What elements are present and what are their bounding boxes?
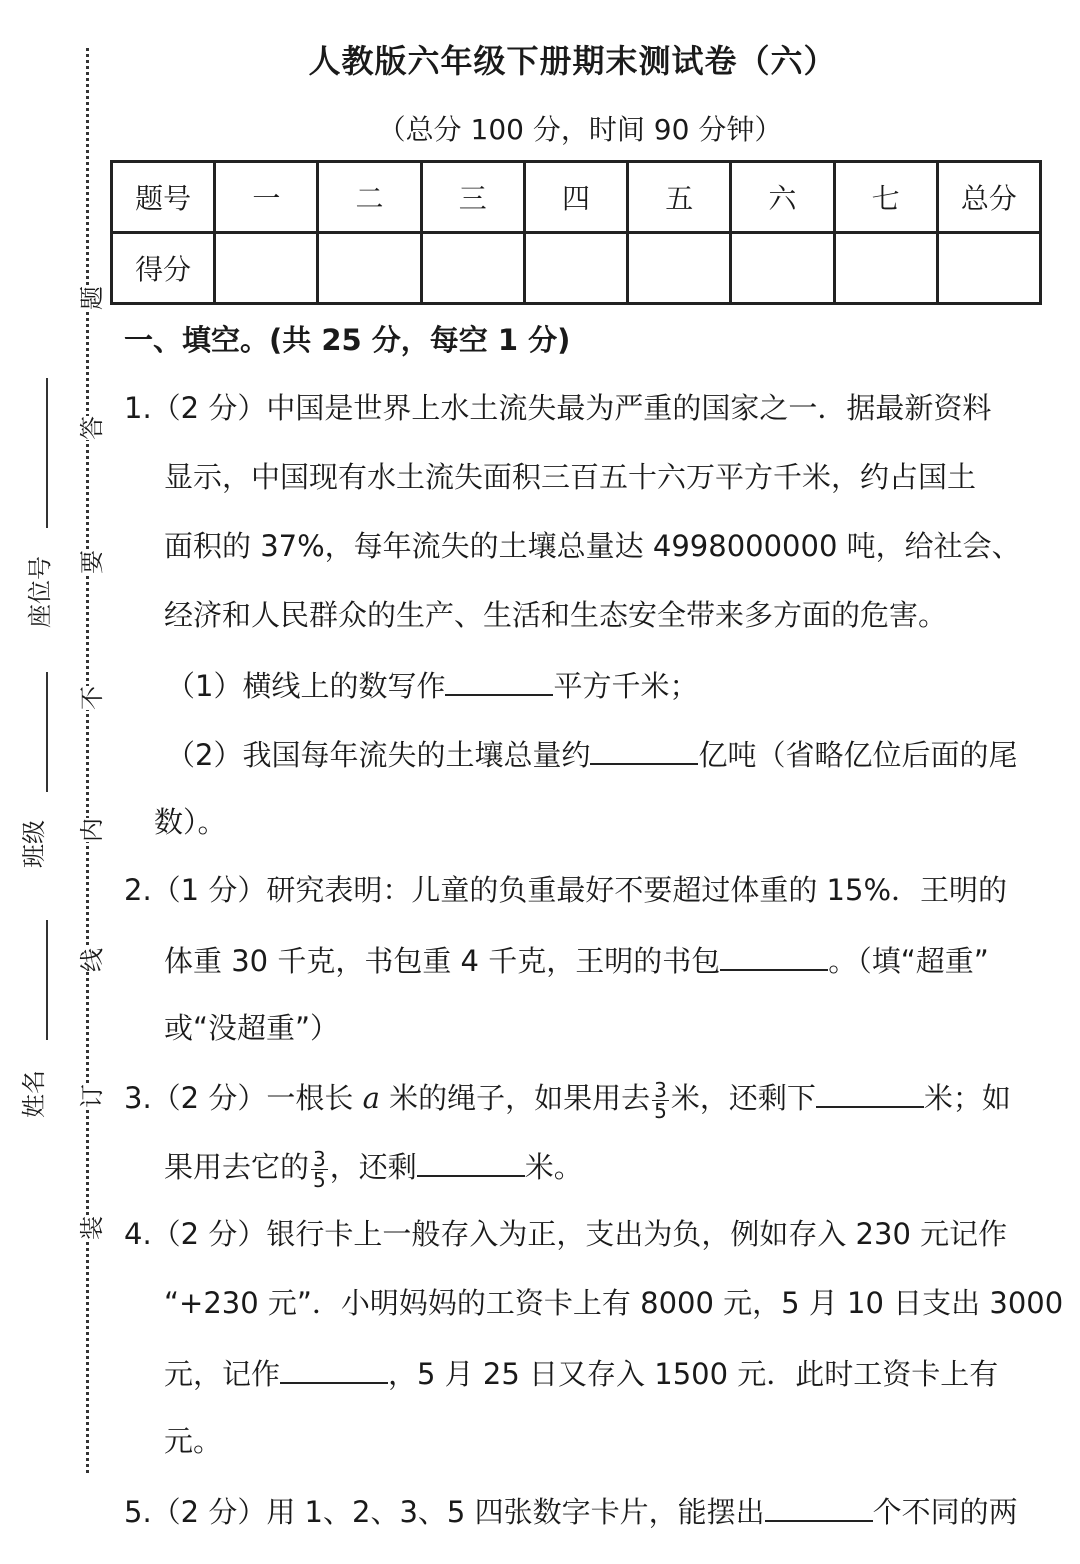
seat-number-line [46, 378, 48, 528]
binding-dotted-line [86, 48, 89, 1473]
score-cell[interactable] [215, 233, 318, 304]
score-cell[interactable] [524, 233, 627, 304]
margin-char: 要 [78, 550, 106, 574]
q1-s1-text: （1）横线上的数写作 [166, 669, 446, 703]
table-cell: 二 [318, 162, 421, 233]
q4-text: 元，记作 [164, 1357, 281, 1391]
q3-text: ，还剩 [329, 1150, 417, 1184]
answer-blank[interactable] [816, 1076, 924, 1108]
page-title: 人教版六年级下册期末测试卷（六） [308, 42, 837, 80]
margin-char: 订 [78, 1084, 106, 1108]
margin-char: 内 [78, 818, 106, 842]
q4-line [164, 1352, 998, 1394]
q1-s2-text: （2）我国每年流失的土壤总量约 [166, 738, 591, 772]
answer-blank[interactable] [445, 664, 553, 696]
table-cell: 总分 [937, 162, 1040, 233]
score-table [110, 160, 1042, 305]
name-line [46, 920, 48, 1040]
q4-line: 4.（2 分）银行卡上一般存入为正，支出为负，例如存入 230 元记作 [124, 1217, 1008, 1251]
q4-line: 元。 [164, 1424, 223, 1458]
fraction-numerator: 3 [313, 1146, 326, 1171]
q3-text: 米的绳子，如果用去 [379, 1081, 651, 1115]
q5-text: 5.（2 分）用 1、2、3、5 四张数字卡片，能摆出 [124, 1495, 765, 1529]
fraction-denominator: 5 [654, 1098, 667, 1123]
margin-char: 题 [78, 286, 106, 310]
score-cell[interactable] [834, 233, 937, 304]
margin-char: 答 [78, 416, 106, 440]
table-cell: 一 [215, 162, 318, 233]
q2-line: 或“没超重”） [164, 1011, 340, 1045]
table-cell: 得分 [112, 233, 215, 304]
q1-s1-text: 平方千米； [553, 669, 699, 703]
q3-text: 米，还剩下 [670, 1081, 816, 1115]
name-label: 姓名 [20, 1070, 48, 1118]
q3-text: 3.（2 分）一根长 [124, 1081, 363, 1115]
score-table-header-row [112, 162, 1041, 233]
fraction-numerator: 3 [654, 1077, 667, 1102]
score-table-score-row [112, 233, 1041, 304]
answer-blank[interactable] [590, 733, 698, 765]
q3-text: 米；如 [923, 1081, 1011, 1115]
fraction-denominator: 5 [313, 1167, 326, 1192]
q3-line [124, 1076, 1011, 1121]
score-cell[interactable] [421, 233, 524, 304]
fraction [311, 1146, 328, 1192]
answer-blank[interactable] [720, 939, 828, 971]
table-cell: 五 [628, 162, 731, 233]
class-line [46, 672, 48, 792]
answer-blank[interactable] [765, 1490, 873, 1522]
q1-subquestion-2 [166, 733, 1017, 775]
q2-text: 体重 30 千克，书包重 4 千克，王明的书包 [164, 944, 721, 978]
q3-line [164, 1145, 583, 1190]
margin-char: 不 [78, 686, 106, 710]
q3-variable: a [362, 1081, 380, 1115]
margin-char: 线 [78, 948, 106, 972]
q1-line: 1.（2 分）中国是世界上水土流失最为严重的国家之一．据最新资料 [124, 391, 992, 425]
q1-line: 经济和人民群众的生产、生活和生态安全带来多方面的危害。 [164, 598, 948, 632]
q3-text: 果用去它的 [164, 1150, 310, 1184]
score-cell[interactable] [628, 233, 731, 304]
q5-line [124, 1490, 1018, 1532]
answer-blank[interactable] [280, 1352, 388, 1384]
q1-line: 数）。 [154, 805, 227, 839]
class-label: 班级 [20, 820, 48, 868]
score-cell[interactable] [937, 233, 1040, 304]
table-cell: 题号 [112, 162, 215, 233]
margin-char: 装 [78, 1216, 106, 1240]
table-cell: 三 [421, 162, 524, 233]
q5-text: 个不同的两 [872, 1495, 1018, 1529]
table-cell: 六 [731, 162, 834, 233]
answer-blank[interactable] [417, 1145, 525, 1177]
q4-text: ，5 月 25 日又存入 1500 元．此时工资卡上有 [388, 1357, 999, 1391]
q2-line: 2.（1 分）研究表明：儿童的负重最好不要超过体重的 15%．王明的 [124, 873, 1008, 907]
fraction [652, 1077, 669, 1123]
q2-line [164, 939, 989, 981]
page-subtitle: （总分 100 分，时间 90 分钟） [377, 113, 783, 146]
table-cell: 七 [834, 162, 937, 233]
q1-subquestion-1 [166, 664, 698, 706]
score-cell[interactable] [731, 233, 834, 304]
q3-text: 米。 [524, 1150, 583, 1184]
score-cell[interactable] [318, 233, 421, 304]
table-cell: 四 [524, 162, 627, 233]
q1-line: 面积的 37%，每年流失的土壤总量达 4998000000 吨，给社会、 [164, 529, 1021, 563]
q2-text: 。（填“超重” [828, 944, 989, 978]
q1-line: 显示，中国现有水土流失面积三百五十六万平方千米，约占国土 [164, 460, 977, 494]
q4-line: “+230 元”．小明妈妈的工资卡上有 8000 元，5 月 10 日支出 3000 [164, 1286, 1064, 1320]
q1-s2-text: 亿吨（省略亿位后面的尾 [698, 738, 1018, 772]
seat-number-label: 座位号 [26, 556, 54, 628]
section-heading: 一、填空。(共 25 分，每空 1 分) [124, 323, 571, 357]
